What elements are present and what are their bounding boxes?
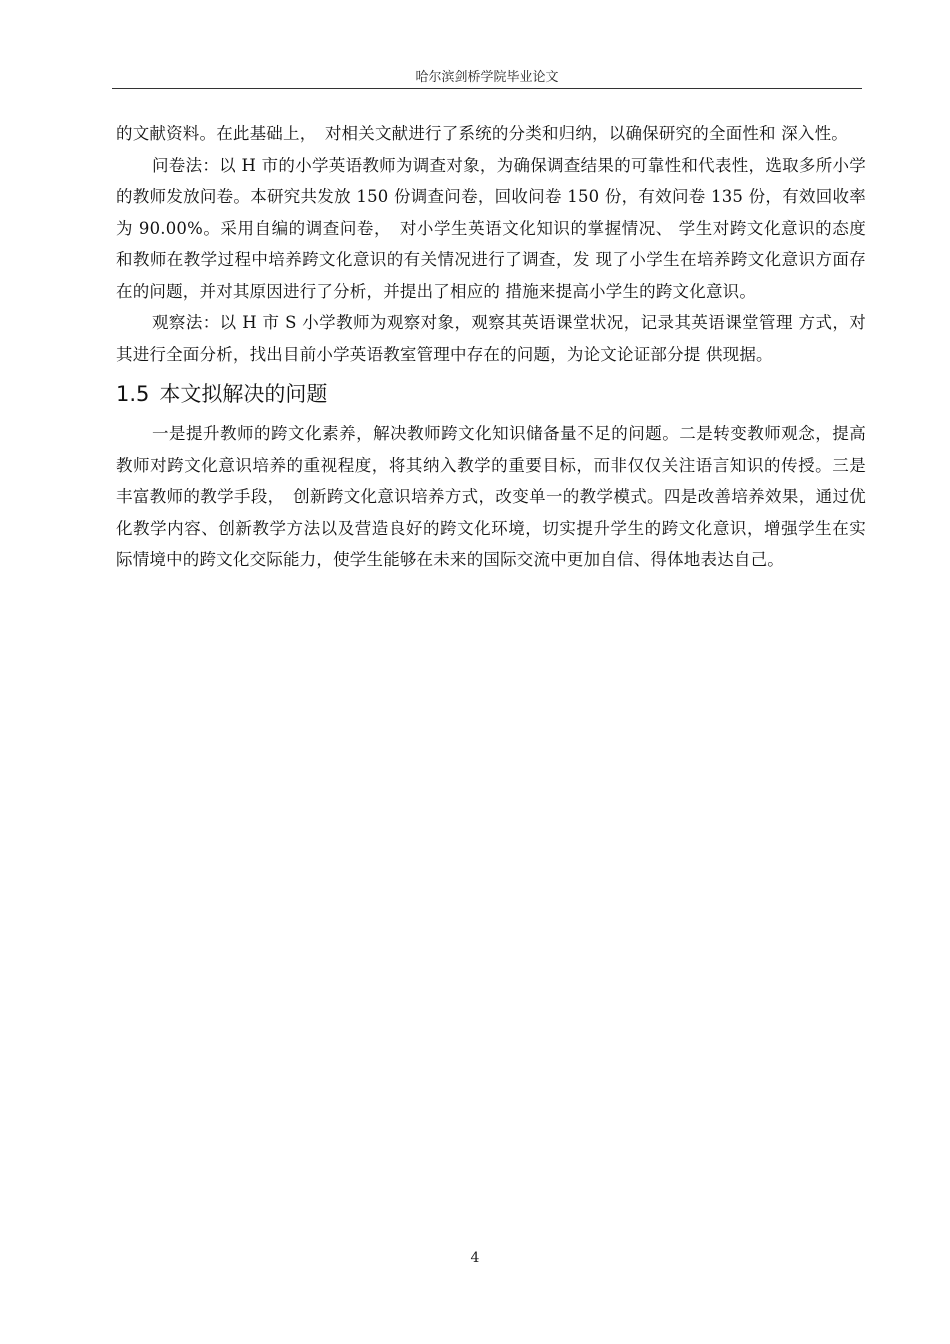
page-number: 4 <box>470 1250 480 1266</box>
paragraph-continued: 的文献资料。在此基础上， 对相关文献进行了系统的分类和归纳，以确保研究的全面性和 深入性。 <box>116 124 848 143</box>
paragraph-questionnaire-method: 问卷法：以 H 市的小学英语教师为调查对象，为确保调查结果的可靠性和代表性，选取多所小学的教师发放问卷。本研究共发放 150 份调查问卷，回收问卷 150 份，有效问卷 135 份，有效回收率为 90.00%。采用自编的调查问卷， 对小学生英语文化知识的掌握情况、 学生对跨文化意识的态度和教师在教学过程中培养跨文化意识的有关情况进行了调查，发 现了小学生在培养跨文化意识方面存在的问题，并对其原因进行了分析，并提出了相应的 措施来提高小学生的跨文化意识。 <box>116 155 866 301</box>
running-header: 哈尔滨剑桥学院毕业论文 <box>415 70 559 85</box>
paragraph-observation-method: 观察法：以 H 市 S 小学教师为观察对象，观察其英语课堂状况，记录其英语课堂管理 方式，对其进行全面分析，找出目前小学英语教室管理中存在的问题，为论文论证部分提 供现据。 <box>116 313 866 364</box>
header-rule <box>112 88 862 89</box>
page-body <box>116 118 866 576</box>
section-number: 1.5 <box>116 382 150 406</box>
paragraph-problems: 一是提升教师的跨文化素养，解决教师跨文化知识储备量不足的问题。二是转变教师观念，提高教师对跨文化意识培养的重视程度，将其纳入教学的重要目标，而非仅仅关注语言知识的传授。三是丰富教师的教学手段， 创新跨文化意识培养方式，改变单一的教学模式。四是改善培养效果，通过优化教学内容、创新教学方法以及营造良好的跨文化环境，切实提升学生的跨文化意识，增强学生在实际情境中的跨文化交际能力，使学生能够在未来的国际交流中更加自信、得体地表达自己。 <box>116 424 866 569</box>
section-heading <box>116 376 866 412</box>
section-title: 本文拟解决的问题 <box>159 382 328 406</box>
